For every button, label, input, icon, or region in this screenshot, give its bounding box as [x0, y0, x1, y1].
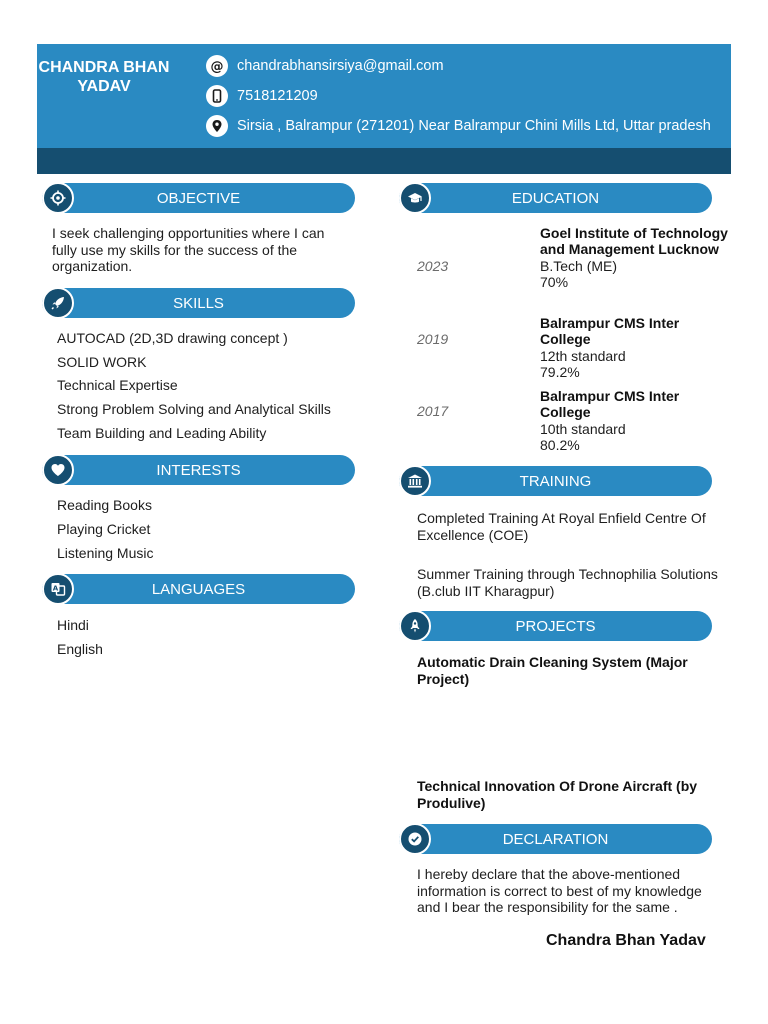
training-header — [399, 466, 712, 496]
rocket-launch-icon — [399, 610, 431, 642]
declaration-title: DECLARATION — [502, 830, 609, 848]
skills-header — [42, 288, 355, 318]
training-title: TRAINING — [519, 472, 592, 490]
skill-item: Strong Problem Solving and Analytical Skills — [57, 401, 331, 417]
training-item: Completed Training At Royal Enfield Centre Of Excellence (COE) — [417, 510, 706, 543]
edu-institution: Goel Institute of Technology and Management Lucknow — [540, 225, 728, 258]
skills-title: SKILLS — [173, 294, 224, 312]
declaration-header — [399, 824, 712, 854]
email-row — [206, 55, 444, 77]
edu-score: 70% — [540, 273, 569, 290]
objective-text: I seek challenging opportunities where I can fully use my skills for the success of the organization. — [52, 225, 325, 274]
edu-institution: Balrampur CMS Inter College — [540, 315, 680, 348]
target-icon — [42, 182, 74, 214]
education-header — [399, 183, 712, 213]
skill-item: AUTOCAD (2D,3D drawing concept ) — [57, 330, 288, 346]
phone-icon — [206, 85, 228, 107]
graduation-cap-icon — [399, 182, 431, 214]
language-item: Hindi — [57, 617, 89, 633]
edu-year: 2019 — [417, 331, 449, 347]
edu-score: 80.2% — [540, 436, 580, 453]
candidate-name: CHANDRA BHAN YADAV — [38, 59, 170, 95]
svg-text:A: A — [52, 584, 59, 593]
skill-item: SOLID WORK — [57, 354, 147, 370]
edu-entry — [540, 315, 730, 380]
institution-icon — [399, 465, 431, 497]
phone-row — [206, 85, 318, 107]
heart-icon — [42, 454, 74, 486]
svg-text:@: @ — [210, 59, 224, 73]
edu-score: 79.2% — [540, 363, 580, 380]
languages-title: LANGUAGES — [151, 580, 246, 598]
edu-degree: B.Tech (ME) — [540, 257, 618, 274]
project-item: Technical Innovation Of Drone Aircraft (by Produlive) — [417, 778, 698, 811]
header-bar — [37, 148, 731, 174]
email-text[interactable]: chandrabhansirsiya@gmail.com — [237, 58, 444, 74]
address-text: Sirsia , Balrampur (271201) Near Balrampur Chini Mills Ltd, Uttar pradesh — [237, 118, 711, 134]
education-title: EDUCATION — [511, 189, 600, 207]
language-item: English — [57, 641, 103, 657]
objective-header — [42, 183, 355, 213]
check-circle-icon — [399, 823, 431, 855]
rocket-icon — [42, 287, 74, 319]
projects-header — [399, 611, 712, 641]
edu-entry — [540, 388, 730, 453]
project-item: Automatic Drain Cleaning System (Major Project) — [417, 654, 688, 687]
edu-degree: 10th standard — [540, 420, 626, 437]
address-row — [206, 115, 711, 137]
edu-year: 2023 — [417, 258, 449, 274]
signature: Chandra Bhan Yadav — [546, 932, 706, 949]
translate-icon — [42, 573, 74, 605]
declaration-text: I hereby declare that the above-mentioned information is correct to best of my knowledge and I bear the responsibility for the same . — [417, 866, 702, 915]
interest-item: Playing Cricket — [57, 521, 151, 537]
edu-entry — [540, 225, 730, 290]
interests-header — [42, 455, 355, 485]
projects-title: PROJECTS — [515, 617, 596, 635]
interest-item: Reading Books — [57, 497, 152, 513]
languages-header — [42, 574, 355, 604]
edu-institution: Balrampur CMS Inter College — [540, 388, 680, 421]
edu-degree: 12th standard — [540, 347, 626, 364]
skill-item: Technical Expertise — [57, 377, 178, 393]
objective-title: OBJECTIVE — [156, 189, 241, 207]
training-item: Summer Training through Technophilia Solutions (B.club IIT Kharagpur) — [417, 566, 718, 599]
email-icon — [206, 55, 228, 77]
interest-item: Listening Music — [57, 545, 154, 561]
skill-item: Team Building and Leading Ability — [57, 425, 267, 441]
interests-title: INTERESTS — [156, 461, 241, 479]
edu-year: 2017 — [417, 403, 449, 419]
location-pin-icon — [206, 115, 228, 137]
phone-text[interactable]: 7518121209 — [237, 88, 318, 104]
